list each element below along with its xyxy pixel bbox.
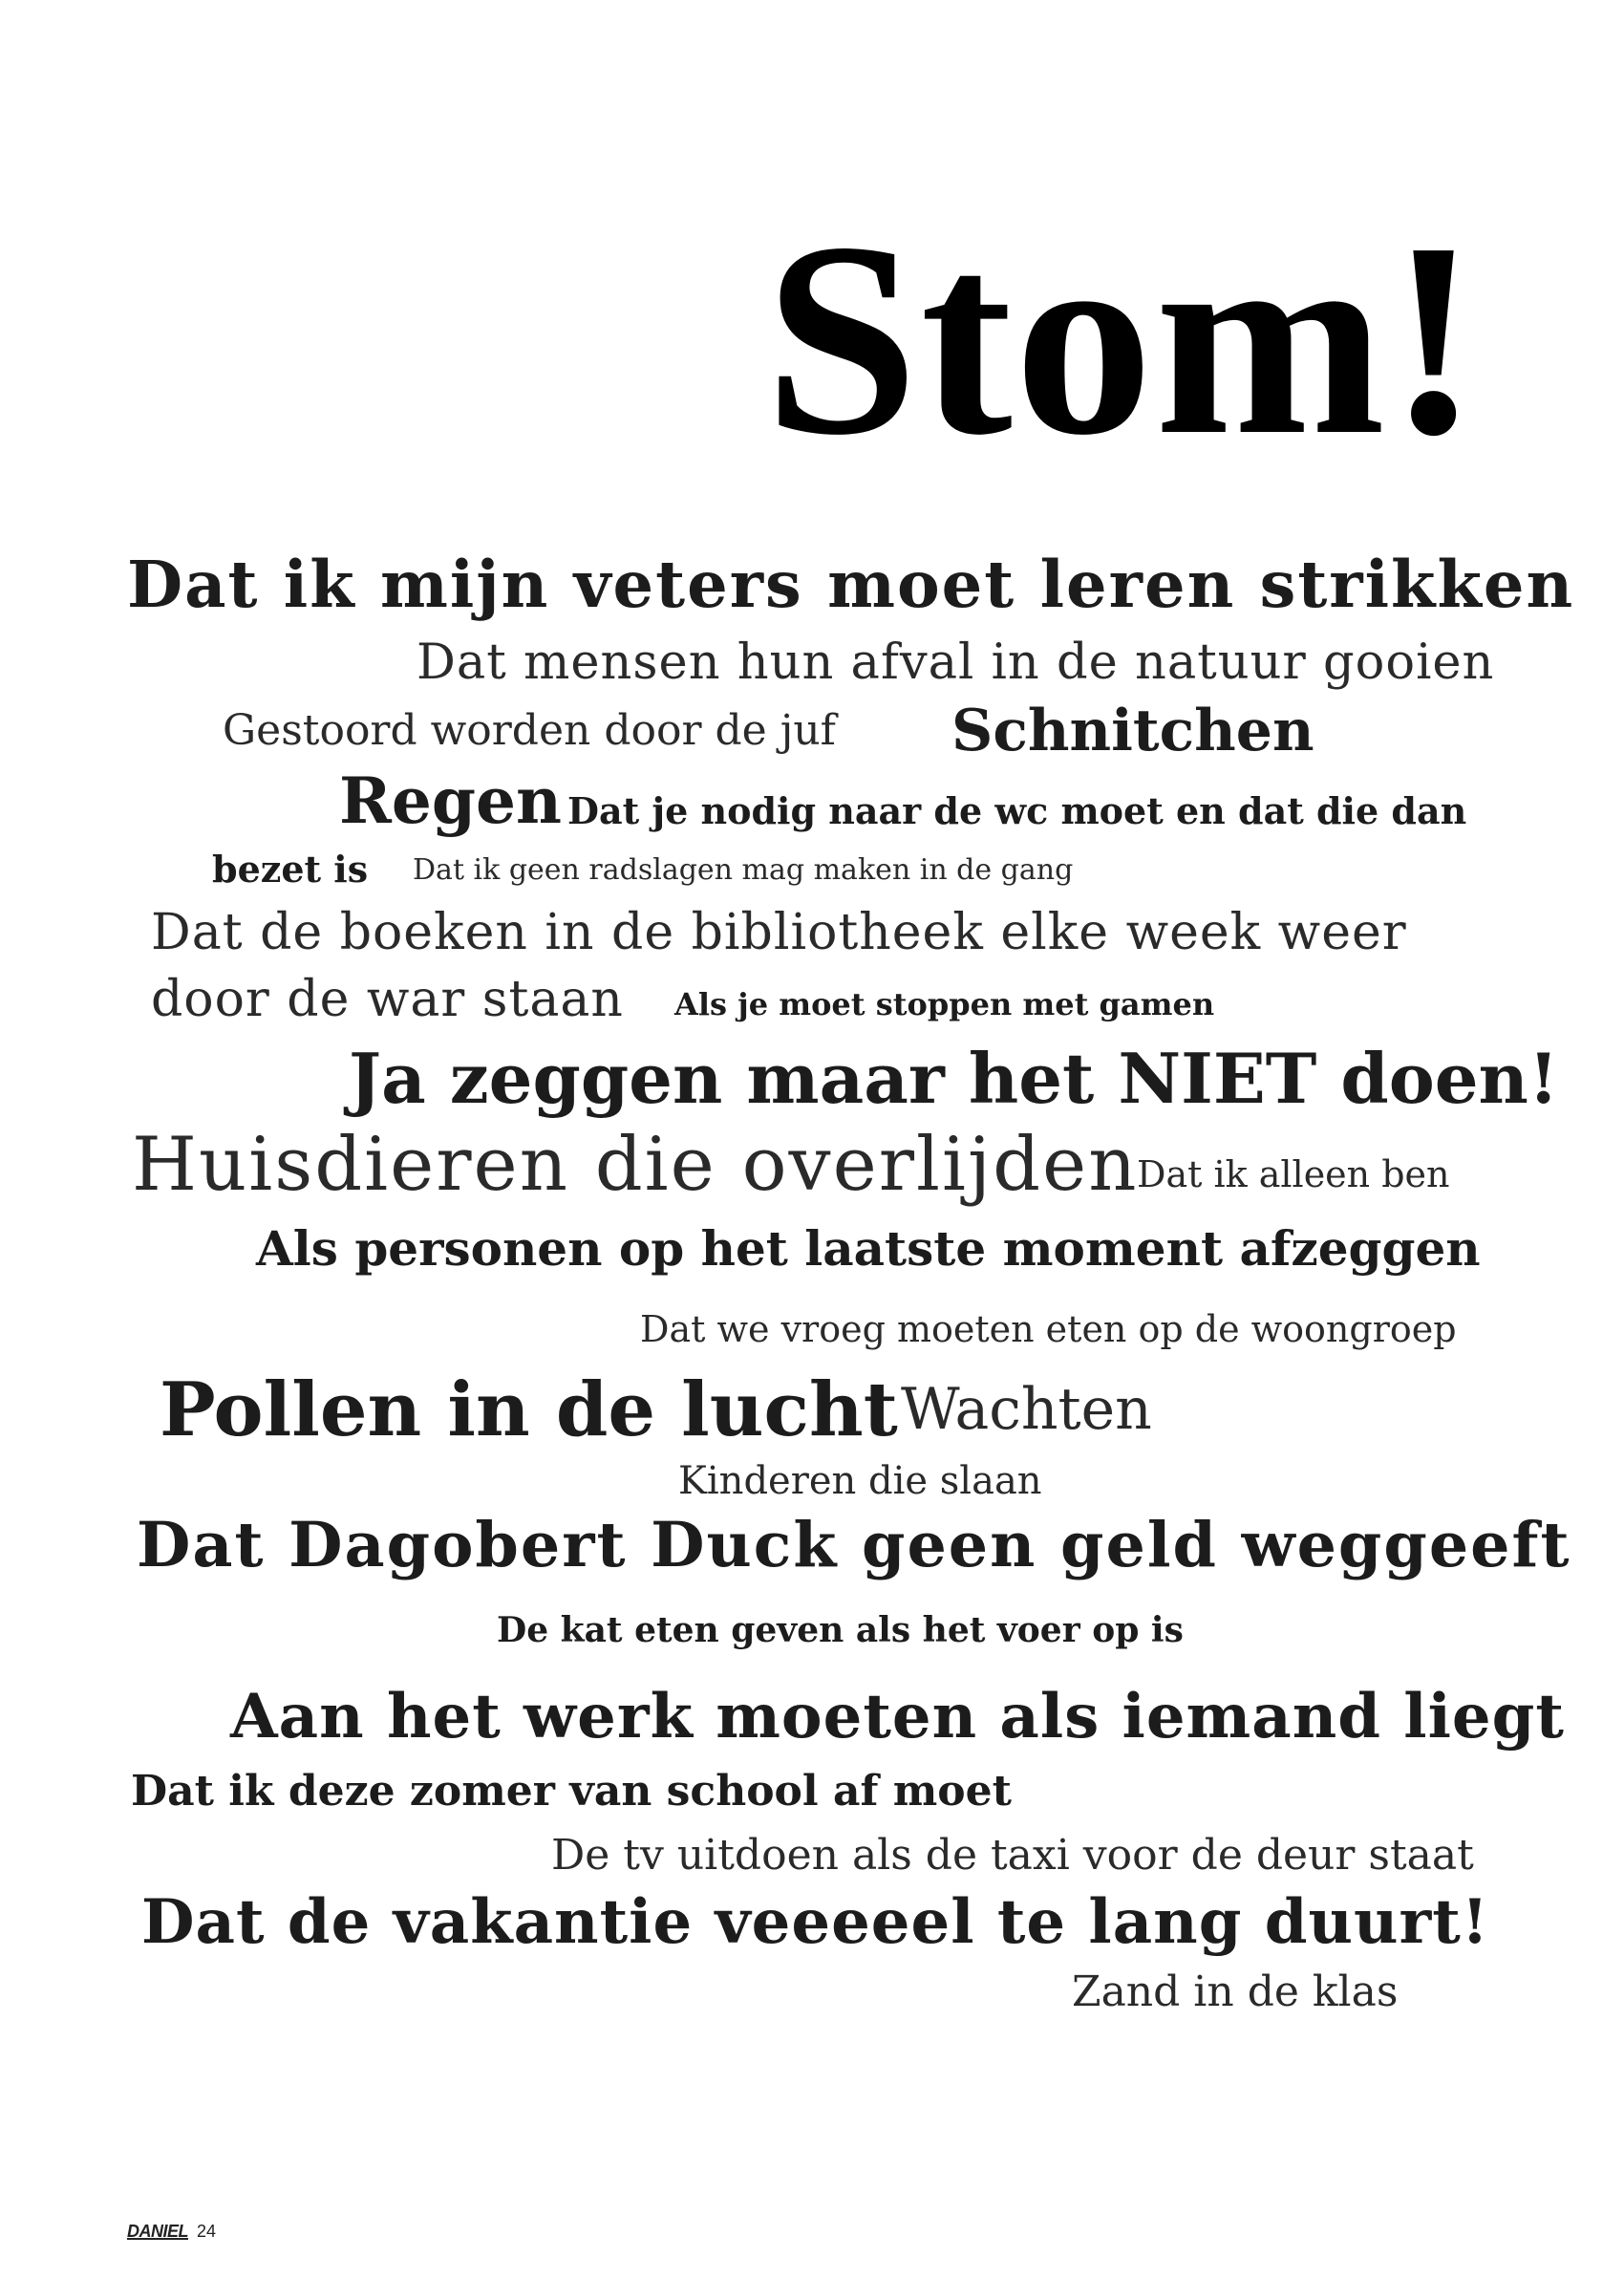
phrase: Dat Dagobert Duck geen geld weggeeft	[137, 1509, 1571, 1581]
phrase: De kat eten geven als het voer op is	[497, 1610, 1184, 1650]
phrase: Dat de boeken in de bibliotheek elke week weer	[151, 904, 1407, 961]
phrase: Kinderen die slaan	[678, 1459, 1042, 1503]
phrase: Pollen in de lucht	[160, 1366, 898, 1453]
phrase: Als je moet stoppen met gamen	[674, 986, 1215, 1022]
phrase: Dat mensen hun afval in de natuur gooien	[417, 634, 1495, 691]
phrase: Gestoord worden door de juf	[223, 706, 836, 755]
phrase: Als personen op het laatste moment afzeggen	[256, 1220, 1481, 1277]
phrase: Ja zeggen maar het NIET doen!	[349, 1038, 1559, 1119]
phrase: Dat we vroeg moeten eten op de woongroep	[640, 1308, 1457, 1350]
phrase: Dat ik mijn veters moet leren strikken	[127, 547, 1575, 622]
phrase: door de war staan	[151, 971, 624, 1028]
phrase: Regen	[339, 763, 562, 838]
magazine-logo: DANIEL	[127, 2222, 188, 2241]
page-footer	[127, 2222, 216, 2242]
phrase: Huisdieren die overlijden	[132, 1122, 1139, 1208]
phrase: De tv uitdoen als de taxi voor de deur staat	[551, 1831, 1474, 1880]
phrase: Dat ik alleen ben	[1137, 1153, 1450, 1195]
phrase: Dat je nodig naar de wc moet en dat die dan	[567, 789, 1467, 832]
page-number: 24	[197, 2222, 217, 2241]
phrase: Zand in de klas	[1072, 1967, 1399, 2016]
phrase: Dat ik geen radslagen mag maken in de gang	[413, 853, 1074, 887]
phrase: Schnitchen	[951, 698, 1314, 764]
phrase: Dat de vakantie veeeeel te lang duurt!	[141, 1886, 1489, 1958]
phrase: bezet is	[212, 848, 369, 891]
phrase: Wachten	[901, 1376, 1152, 1443]
page-title: Stom!	[764, 185, 1483, 492]
phrase: Aan het werk moeten als iemand liegt	[230, 1681, 1565, 1752]
phrase: Dat ik deze zomer van school af moet	[131, 1767, 1012, 1816]
